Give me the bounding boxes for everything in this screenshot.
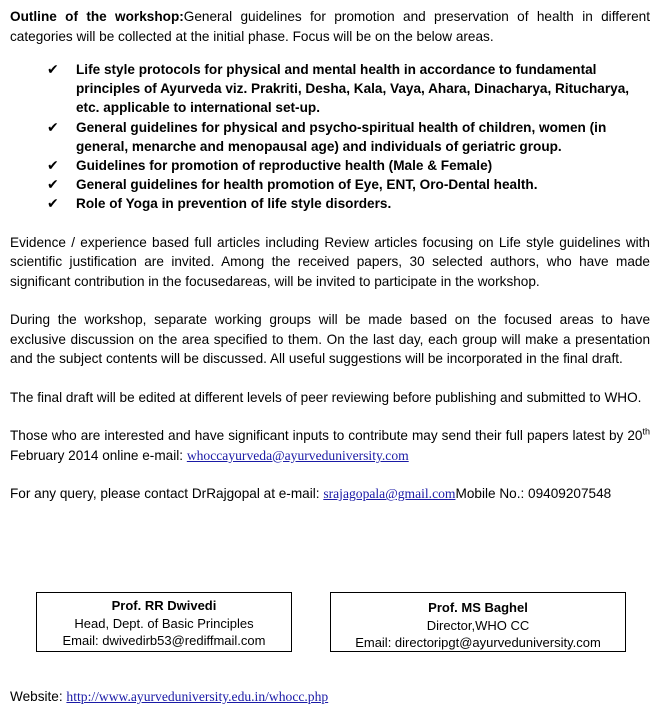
submission-text: Those who are interested and have significant inputs to contribute may send their full papers latest by 20 <box>10 428 643 444</box>
submission-email-link[interactable]: whoccayurveda@ayurveduniversity.com <box>186 447 409 463</box>
contact-email: Email: dwivedirb53@rediffmail.com <box>62 633 266 648</box>
focus-area-text: General guidelines for health promotion of Eye, ENT, Oro-Dental health. <box>76 177 538 193</box>
final-draft-paragraph: The final draft will be edited at different levels of peer reviewing before publishing and submitted to WHO. <box>10 389 642 405</box>
checkmark-icon: ✔ <box>47 61 59 77</box>
checkmark-icon: ✔ <box>47 157 59 174</box>
workshop-paragraph: During the workshop, separate working groups will be made based on the focused areas to have exclusive discussion on the area specified to them. On the last day, each group will make a presentation and the subject contents will be discussed. All useful suggestions will be incorporated in the final draft. <box>10 312 650 367</box>
contact-box-dwivedi <box>36 592 292 652</box>
evidence-paragraph: Evidence / experience based full articles including Review articles focusing on Life style guidelines with scientific justification are invited. Among the received papers, 30 selected authors, who have made significant contribution in the focusedareas, will be invited to participate in the workshop. <box>10 234 650 289</box>
outline-text: General guidelines for promotion and preservation of health in different categories will be collected at the initial phase. Focus will be on the below areas. <box>10 9 650 44</box>
query-email-link[interactable]: srajagopala@gmail.com <box>323 486 456 502</box>
focus-area-text: General guidelines for physical and psycho-spiritual health of children, women (in general, menarche and menopausal age) and individuals of geriatric group. <box>76 119 607 154</box>
focus-area-text: Life style protocols for physical and mental health in accordance to fundamental principles of Ayurveda viz. Prakriti, Desha, Kala, Vaya, Ahara, Dinacharya, Ritucharya, etc. applicable to international set-up. <box>76 62 630 116</box>
contact-email: Email: directoripgt@ayurveduniversity.com <box>355 635 601 650</box>
focus-area-text: Role of Yoga in prevention of life style disorders. <box>76 196 392 212</box>
submission-text-after: February 2014 online e-mail: <box>10 447 187 463</box>
contact-title: Head, Dept. of Basic Principles <box>74 615 254 631</box>
query-text: For any query, please contact DrRajgopal at e-mail: <box>10 486 324 502</box>
contact-title: Director,WHO CC <box>426 617 530 633</box>
contact-name: Prof. RR Dwivedi <box>111 598 217 613</box>
focus-area-item <box>10 156 650 175</box>
checkmark-icon: ✔ <box>47 176 59 193</box>
outline-heading: Outline of the workshop: <box>10 9 184 24</box>
query-paragraph <box>10 484 650 504</box>
date-superscript: th <box>642 426 650 437</box>
query-mobile: Mobile No.: 09409207548 <box>455 486 612 502</box>
focus-area-list <box>10 60 650 214</box>
website-label: Website: <box>10 689 67 704</box>
focus-area-text: Guidelines for promotion of reproductive health (Male & Female) <box>76 158 493 174</box>
focus-area-item <box>10 194 650 213</box>
focus-area-item <box>10 60 650 118</box>
focus-area-item <box>10 118 650 156</box>
document-body <box>10 7 650 504</box>
checkmark-icon: ✔ <box>47 195 59 212</box>
website-line <box>10 689 328 705</box>
contact-boxes <box>0 592 658 652</box>
website-link[interactable]: http://www.ayurveduniversity.edu.in/whocc.php <box>66 689 329 704</box>
checkmark-icon: ✔ <box>47 118 59 135</box>
submission-paragraph <box>10 426 650 465</box>
contact-box-baghel <box>330 592 626 652</box>
outline-paragraph <box>10 7 650 46</box>
focus-area-item <box>10 175 650 194</box>
contact-name: Prof. MS Baghel <box>428 600 528 615</box>
